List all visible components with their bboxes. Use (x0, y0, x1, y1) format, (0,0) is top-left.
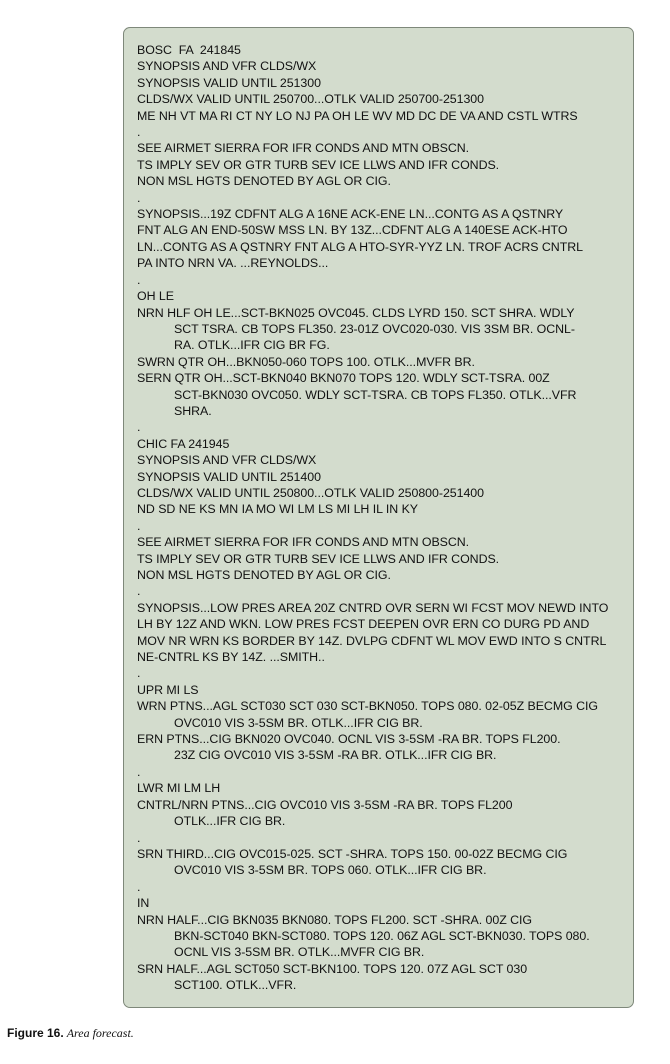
forecast-line: NRN HLF OH LE...SCT-BKN025 OVC045. CLDS LYRD 150. SCT SHRA. WDLY (137, 305, 575, 320)
forecast-line: NE-CNTRL KS BY 14Z. ...SMITH.. (137, 650, 325, 665)
forecast-line: RA. OTLK...IFR CIG BR FG. (174, 338, 330, 353)
forecast-line: NON MSL HGTS DENOTED BY AGL OR CIG. (137, 568, 391, 582)
forecast-line: . (137, 584, 141, 599)
forecast-line: SYNOPSIS AND VFR CLDS/WX (137, 59, 317, 74)
forecast-line: OH LE (137, 289, 174, 304)
forecast-line: BKN-SCT040 BKN-SCT080. TOPS 120. 06Z AGL SCT-BKN030. TOPS 080. (174, 928, 590, 943)
figure-caption-text: Area forecast. (66, 1026, 134, 1040)
forecast-line: BOSC FA 241845 (137, 43, 241, 57)
forecast-line: ME NH VT MA RI CT NY LO NJ PA OH LE WV MD DC DE VA AND CSTL WTRS (137, 108, 578, 123)
forecast-line: CLDS/WX VALID UNTIL 250800...OTLK VALID 250800-251400 (137, 485, 484, 500)
forecast-line: SCT100. OTLK...VFR. (174, 978, 297, 993)
forecast-line: . (137, 764, 141, 779)
forecast-line: PA INTO NRN VA. ...REYNOLDS... (137, 256, 329, 271)
forecast-line: 23Z CIG OVC010 VIS 3-5SM -RA BR. OTLK...IFR CIG BR. (174, 748, 497, 763)
forecast-line: LN...CONTG AS A QSTNRY FNT ALG A HTO-SYR-YYZ LN. TROF ACRS CNTRL (137, 239, 583, 254)
forecast-line: SYNOPSIS VALID UNTIL 251300 (137, 75, 321, 90)
forecast-line: SHRA. (174, 403, 212, 418)
forecast-line: NRN HALF...CIG BKN035 BKN080. TOPS FL200. SCT -SHRA. 00Z CIG (137, 912, 533, 927)
forecast-line: SYNOPSIS...19Z CDFNT ALG A 16NE ACK-ENE LN...CONTG AS A QSTNRY (137, 207, 564, 222)
forecast-line: . (137, 272, 141, 287)
forecast-line: SCT-BKN030 OVC050. WDLY SCT-TSRA. CB TOPS FL350. OTLK...VFR (174, 387, 577, 402)
figure-caption (7, 1026, 134, 1041)
forecast-line: SRN HALF...AGL SCT050 SCT-BKN100. TOPS 120. 07Z AGL SCT 030 (137, 961, 528, 976)
forecast-line: FNT ALG AN END-50SW MSS LN. BY 13Z...CDFNT ALG A 140ESE ACK-HTO (137, 223, 568, 238)
figure-label: Figure 16. (7, 1026, 64, 1040)
forecast-line: . (137, 420, 141, 435)
forecast-line: OVC010 VIS 3-5SM BR. OTLK...IFR CIG BR. (174, 715, 423, 730)
forecast-line: CLDS/WX VALID UNTIL 250700...OTLK VALID 250700-251300 (137, 92, 484, 107)
forecast-line: SEE AIRMET SIERRA FOR IFR CONDS AND MTN OBSCN. (137, 141, 470, 156)
forecast-line: SYNOPSIS...LOW PRES AREA 20Z CNTRD OVR SERN WI FCST MOV NEWD INTO (137, 600, 609, 615)
forecast-line: . (137, 125, 141, 140)
forecast-line: . (137, 830, 141, 845)
forecast-line: CHIC FA 241945 (137, 436, 230, 451)
forecast-line: . (137, 190, 141, 205)
forecast-line: IN (137, 896, 150, 911)
forecast-line: OVC010 VIS 3-5SM BR. TOPS 060. OTLK...IFR CIG BR. (174, 863, 487, 878)
forecast-line: ND SD NE KS MN IA MO WI LM LS MI LH IL IN KY (137, 502, 418, 517)
forecast-line: LH BY 12Z AND WKN. LOW PRES FCST DEEPEN OVR ERN CO DURG PD AND (137, 617, 590, 632)
forecast-line: LWR MI LM LH (137, 781, 221, 796)
forecast-line: SYNOPSIS AND VFR CLDS/WX (137, 453, 317, 468)
forecast-line: OCNL VIS 3-5SM BR. OTLK...MVFR CIG BR. (174, 945, 425, 960)
area-forecast-panel (123, 27, 634, 1008)
forecast-line: CNTRL/NRN PTNS...CIG OVC010 VIS 3-5SM -RA BR. TOPS FL200 (137, 797, 513, 812)
forecast-line: MOV NR WRN KS BORDER BY 14Z. DVLPG CDFNT WL MOV EWD INTO S CNTRL (137, 633, 607, 648)
forecast-text-block (137, 42, 625, 994)
forecast-line: UPR MI LS (137, 682, 199, 697)
forecast-line: SEE AIRMET SIERRA FOR IFR CONDS AND MTN OBSCN. (137, 535, 470, 550)
forecast-line: SCT TSRA. CB TOPS FL350. 23-01Z OVC020-030. VIS 3SM BR. OCNL- (174, 321, 575, 336)
forecast-line: SRN THIRD...CIG OVC015-025. SCT -SHRA. TOPS 150. 00-02Z BECMG CIG (137, 846, 568, 861)
forecast-line: NON MSL HGTS DENOTED BY AGL OR CIG. (137, 174, 391, 189)
forecast-line: TS IMPLY SEV OR GTR TURB SEV ICE LLWS AND IFR CONDS. (137, 157, 500, 172)
forecast-line: . (137, 666, 141, 681)
forecast-line: . (137, 518, 141, 533)
forecast-line: SERN QTR OH...SCT-BKN040 BKN070 TOPS 120. WDLY SCT-TSRA. 00Z (137, 371, 550, 386)
forecast-line: SWRN QTR OH...BKN050-060 TOPS 100. OTLK...MVFR BR. (137, 354, 475, 369)
forecast-line: ERN PTNS...CIG BKN020 OVC040. OCNL VIS 3-5SM -RA BR. TOPS FL200. (137, 732, 561, 747)
forecast-line: TS IMPLY SEV OR GTR TURB SEV ICE LLWS AND IFR CONDS. (137, 551, 500, 566)
forecast-line: WRN PTNS...AGL SCT030 SCT 030 SCT-BKN050. TOPS 080. 02-05Z BECMG CIG (137, 699, 598, 714)
forecast-line: . (137, 879, 141, 894)
forecast-line: SYNOPSIS VALID UNTIL 251400 (137, 469, 321, 484)
forecast-line: OTLK...IFR CIG BR. (174, 814, 286, 829)
